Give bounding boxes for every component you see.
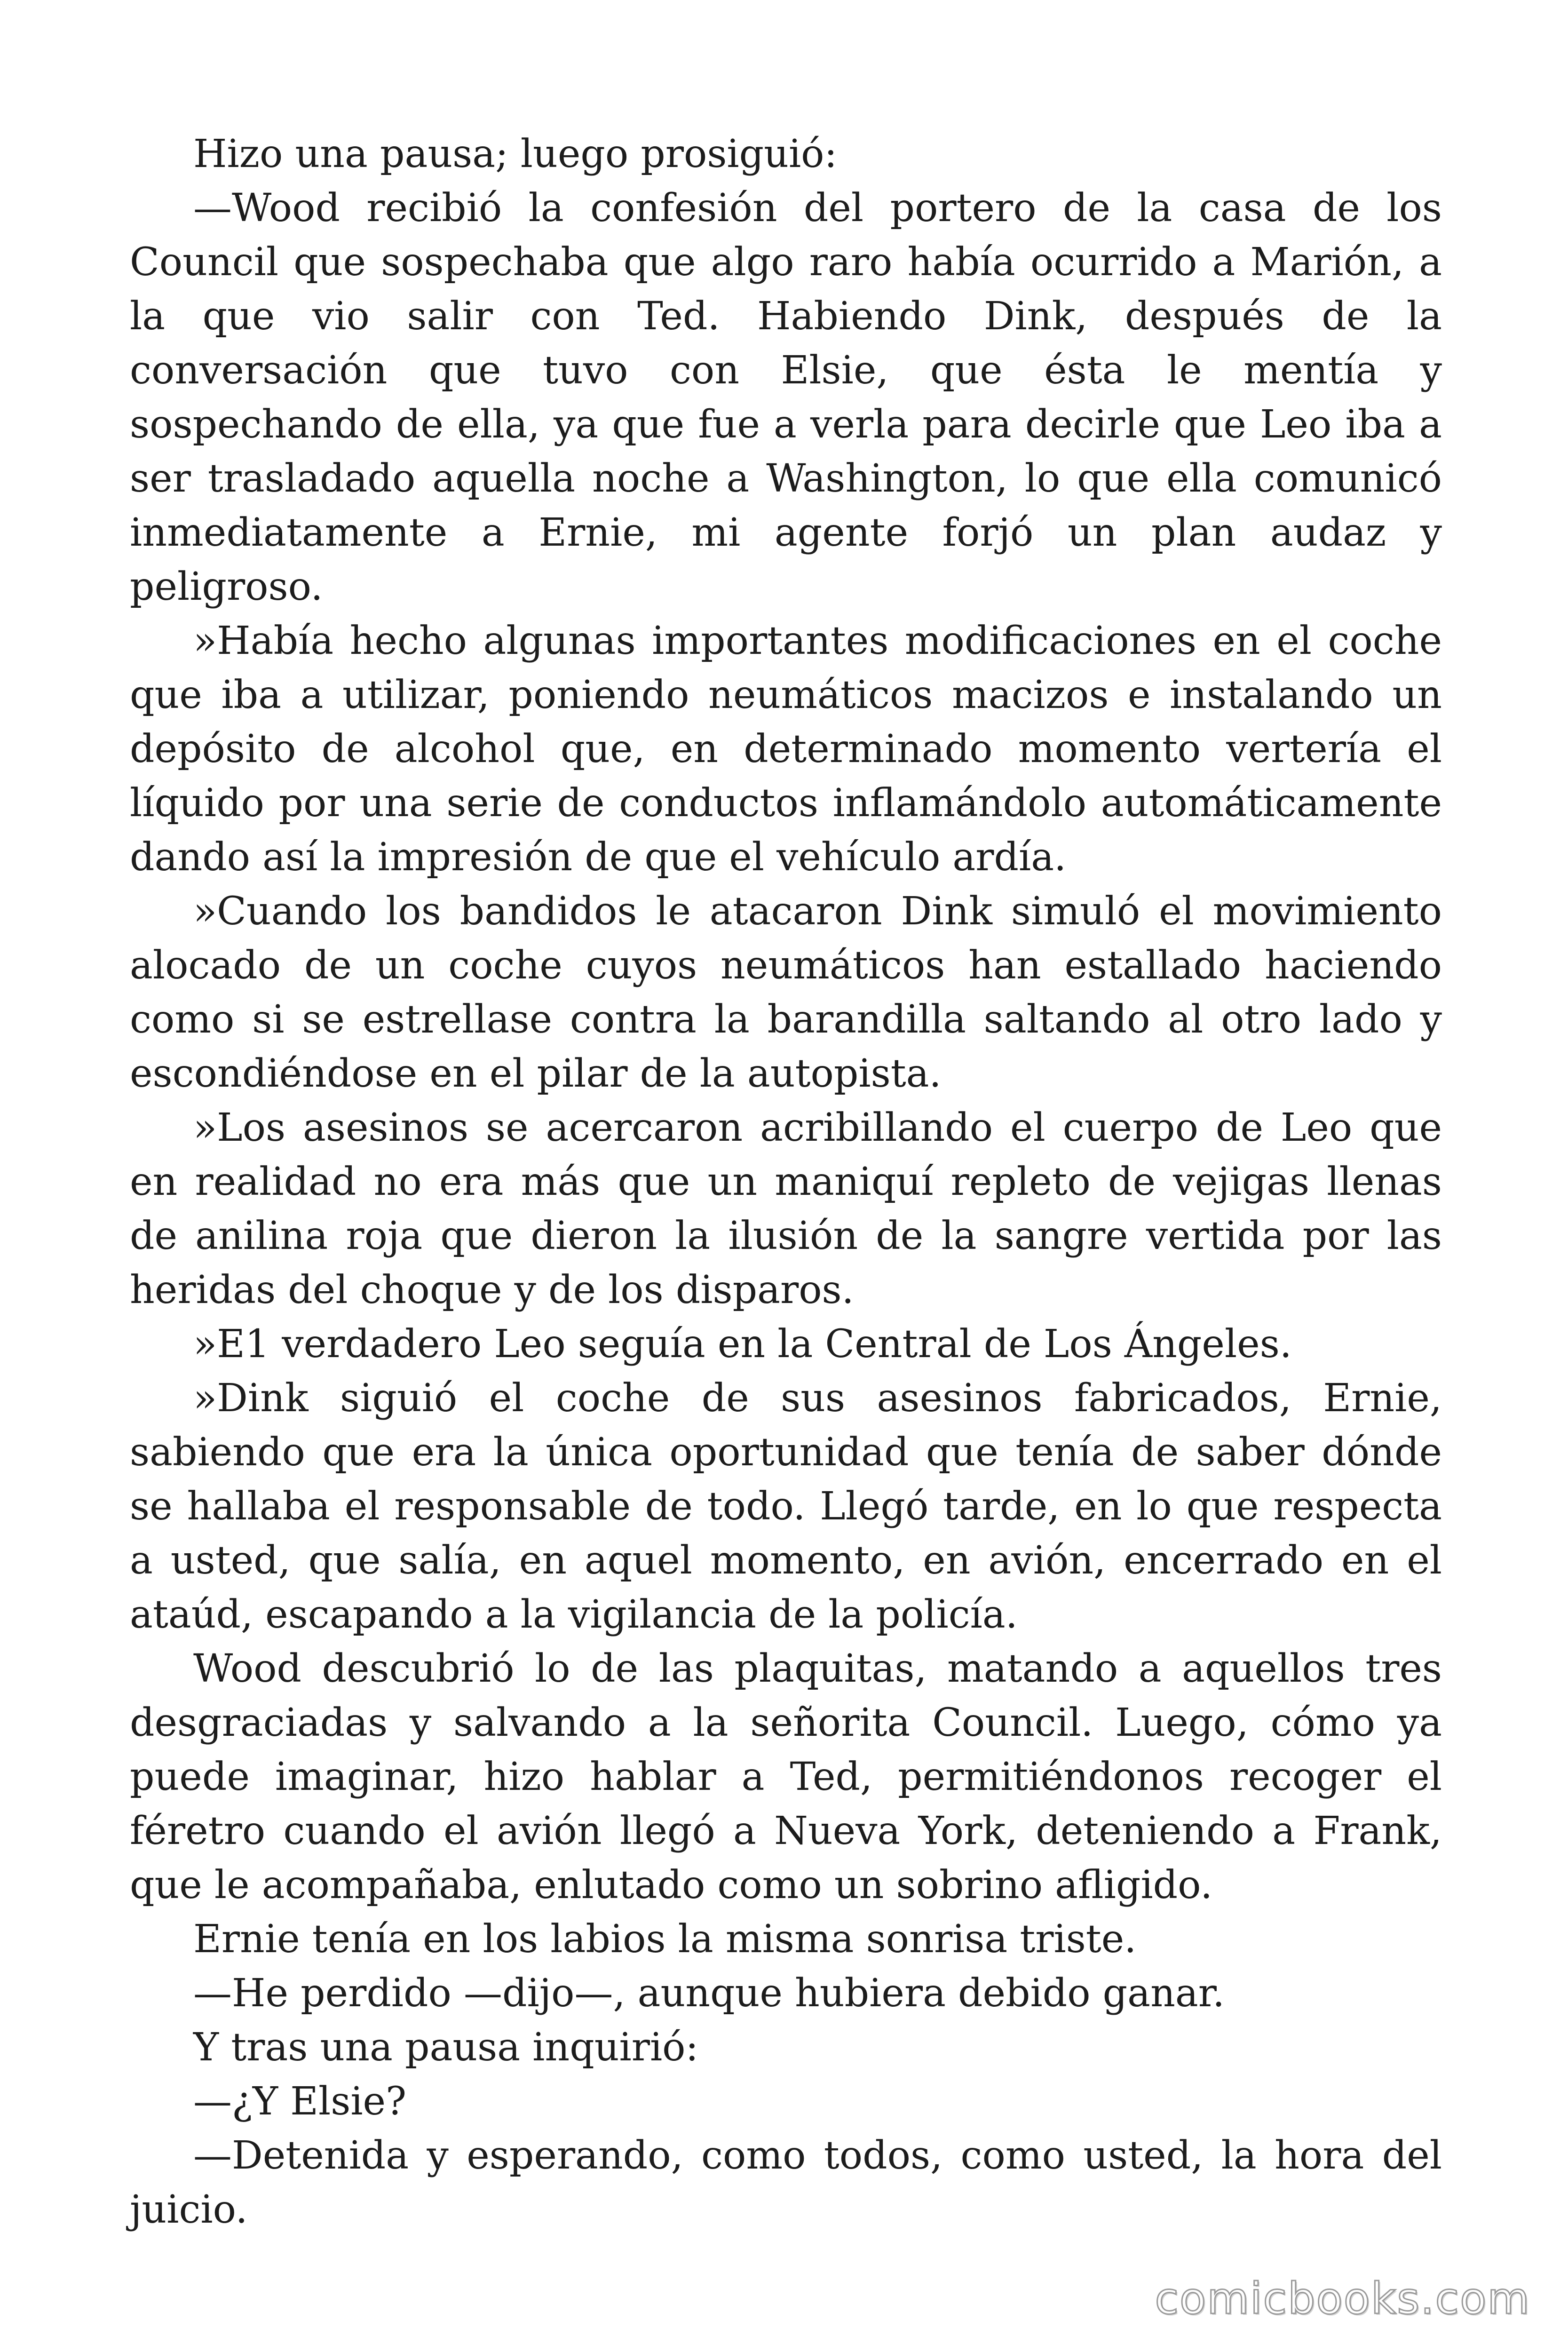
paragraph: »Cuando los bandidos le atacaron Dink simuló el movimiento alocado de un coche cuyos neumáticos han estallado haciendo como si se estrellase contra la barandilla saltando al otro lado y escondiéndose en el pilar de la autopista. (130, 889, 1442, 1096)
paragraph: Ernie tenía en los labios la misma sonrisa triste. (193, 1917, 1137, 1962)
paragraph: Wood descubrió lo de las plaquitas, matando a aquellos tres desgraciadas y salvando a la señorita Council. Luego, cómo ya puede imaginar, hizo hablar a Ted, permitiéndonos recoger el féretro cuando el avión llegó a Nueva York, deteniendo a Frank, que le acompañaba, enlutado como un sobrino afligido. (130, 1646, 1442, 1907)
watermark: comicbooks.com (1155, 2273, 1530, 2324)
paragraph: Y tras una pausa inquirió: (193, 2025, 699, 2070)
paragraph: —He perdido —dijo—, aunque hubiera debido ganar. (193, 1971, 1225, 2016)
paragraph: —Wood recibió la confesión del portero de la casa de los Council que sospechaba que algo raro había ocurrido a Marión, a la que vio salir con Ted. Habiendo Dink, después de la conversación que tuvo con Elsie, que ésta le mentía y sospechando de ella, ya que fue a verla para decirle que Leo iba a ser trasladado aquella noche a Washington, lo que ella comunicó inmediatamente a Ernie, mi agente forjó un plan audaz y peligroso. (130, 186, 1442, 609)
paragraph: »Dink siguió el coche de sus asesinos fabricados, Ernie, sabiendo que era la única oportunidad que tenía de saber dónde se hallaba el responsable de todo. Llegó tarde, en lo que respecta a usted, que salía, en aquel momento, en avión, encerrado en el ataúd, escapando a la vigilancia de la policía. (130, 1376, 1442, 1637)
page-body (130, 127, 1442, 2237)
paragraph: »E1 verdadero Leo seguía en la Central de Los Ángeles. (193, 1322, 1292, 1367)
paragraph: »Los asesinos se acercaron acribillando el cuerpo de Leo que en realidad no era más que un maniquí repleto de vejigas llenas de anilina roja que dieron la ilusión de la sangre vertida por las heridas del choque y de los disparos. (130, 1105, 1442, 1312)
paragraph: Hizo una pausa; luego prosiguió: (193, 132, 838, 176)
paragraph: —Detenida y esperando, como todos, como usted, la hora del juicio. (130, 2133, 1442, 2232)
paragraph: —¿Y Elsie? (193, 2079, 407, 2124)
paragraph: »Había hecho algunas importantes modificaciones en el coche que iba a utilizar, poniendo neumáticos macizos e instalando un depósito de alcohol que, en determinado momento vertería el líquido por una serie de conductos inflamándolo automáticamente dando así la impresión de que el vehículo ardía. (130, 619, 1442, 880)
